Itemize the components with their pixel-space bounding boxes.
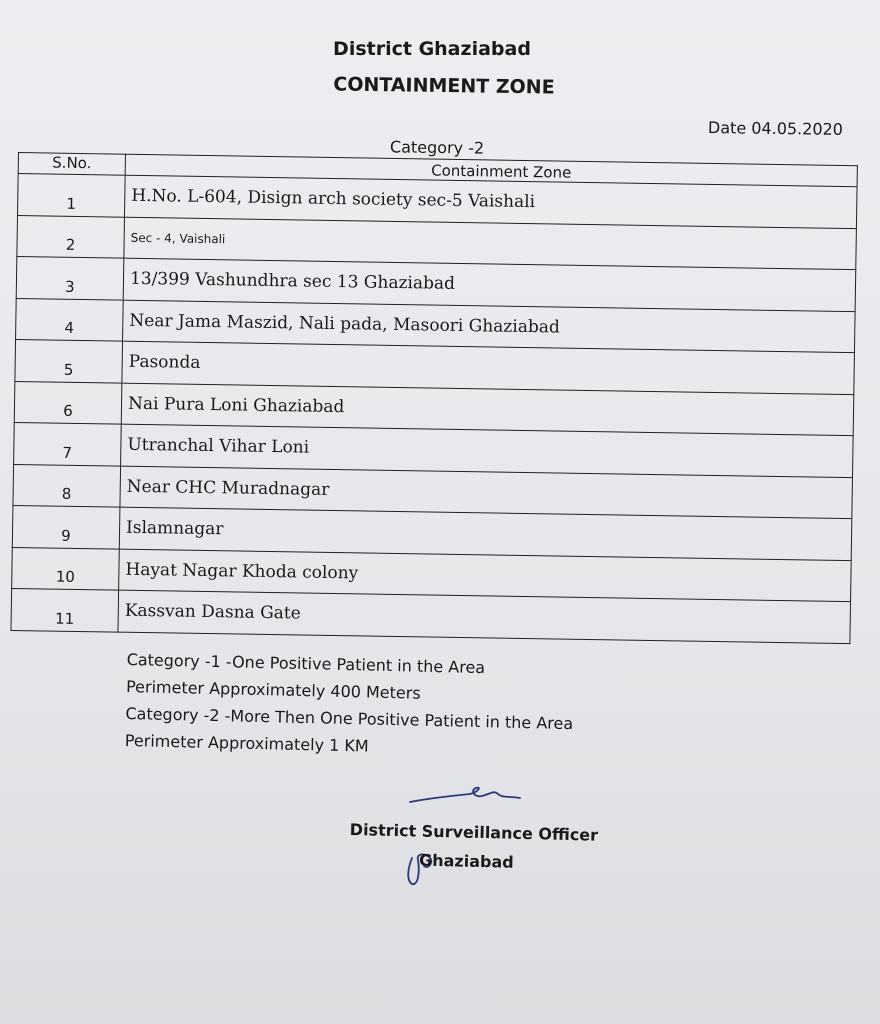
row-zone: Utranchal Vihar Loni xyxy=(121,424,854,477)
row-sno: 11 xyxy=(11,588,119,631)
containment-zone-table-wrapper xyxy=(10,152,863,644)
row-sno: 7 xyxy=(14,422,122,465)
officer-title: District Surveillance Officer xyxy=(349,820,599,845)
document-date: Date 04.05.2020 xyxy=(707,118,844,139)
note-line: Category -1 -One Positive Patient in the Area xyxy=(126,649,486,678)
signature-block xyxy=(349,820,598,874)
row-zone: Hayat Nagar Khoda colony xyxy=(119,549,852,602)
row-sno: 1 xyxy=(18,174,126,217)
row-sno: 3 xyxy=(16,256,124,299)
row-zone: 13/399 Vashundhra sec 13 Ghaziabad xyxy=(123,258,856,311)
row-zone: Near Jama Maszid, Nali pada, Masoori Ghaziabad xyxy=(123,300,856,353)
row-sno: 10 xyxy=(12,547,120,590)
page-title: CONTAINMENT ZONE xyxy=(333,73,555,99)
category-label: Category -2 xyxy=(389,137,485,158)
note-line: Perimeter Approximately 1 KM xyxy=(124,730,369,756)
note-line: Category -2 -More Then One Positive Patient in the Area xyxy=(125,703,574,734)
column-header-zone: Containment Zone xyxy=(125,154,857,186)
row-sno: 4 xyxy=(16,298,124,341)
row-sno: 8 xyxy=(13,464,121,507)
officer-location: Ghaziabad xyxy=(418,850,514,872)
containment-zone-table xyxy=(10,152,857,644)
row-zone: Sec - 4, Vaishali xyxy=(124,217,857,270)
row-sno: 9 xyxy=(12,505,120,548)
row-zone: H.No. L-604, Disign arch society sec-5 Vaishali xyxy=(124,175,857,228)
note-line: Perimeter Approximately 400 Meters xyxy=(125,676,421,703)
district-heading: District Ghaziabad xyxy=(333,38,531,60)
row-sno: 5 xyxy=(15,339,123,382)
category-notes xyxy=(125,646,647,766)
row-zone: Kassvan Dasna Gate xyxy=(118,590,851,643)
row-zone: Islamnagar xyxy=(119,507,852,560)
row-zone: Nai Pura Loni Ghaziabad xyxy=(121,383,854,436)
row-sno: 2 xyxy=(17,215,125,258)
row-zone: Pasonda xyxy=(122,341,855,394)
row-zone: Near CHC Muradnagar xyxy=(120,466,853,519)
row-sno: 6 xyxy=(14,381,122,424)
column-header-sno: S.No. xyxy=(18,153,125,176)
